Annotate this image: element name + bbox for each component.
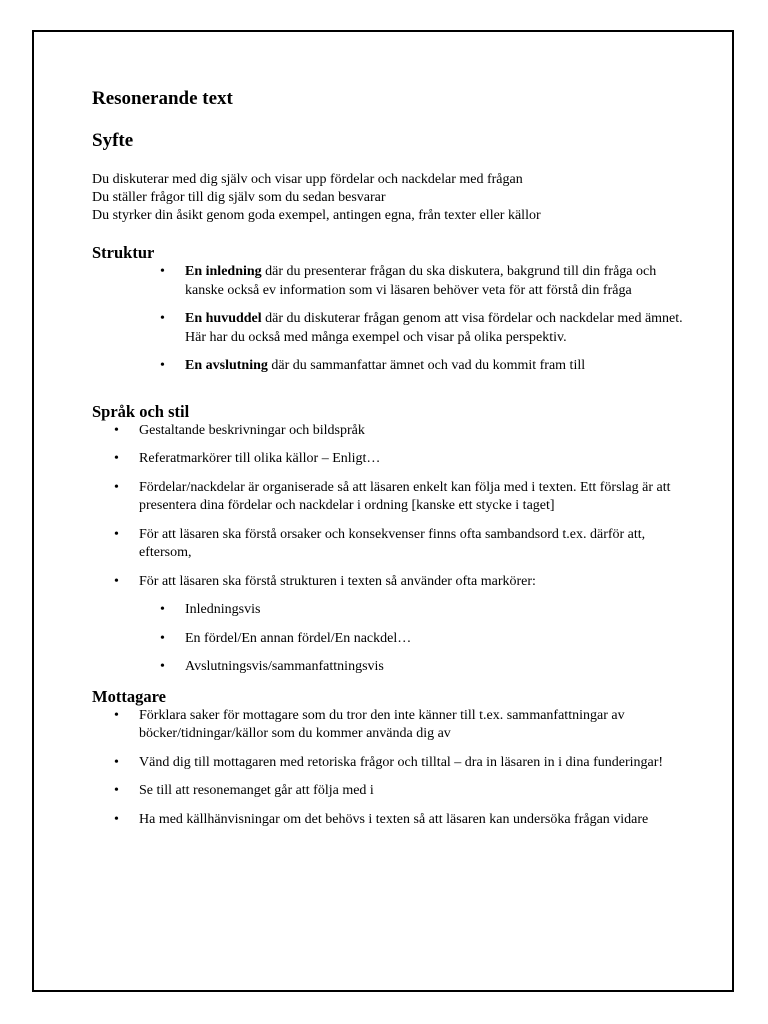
sprak-item-text: För att läsaren ska förstå orsaker och konsekvenser finns ofta sambandsord t.ex. därför att, eftersom, bbox=[139, 526, 646, 560]
bullet-icon: • bbox=[160, 358, 165, 373]
sprak-subitem-text: Avslutningsvis/sammanfattningsvis bbox=[185, 659, 384, 674]
list-item bbox=[92, 526, 692, 563]
struktur-list bbox=[92, 263, 692, 376]
bullet-icon: • bbox=[114, 526, 119, 542]
sprak-list bbox=[92, 422, 692, 592]
bullet-icon: • bbox=[114, 422, 119, 438]
heading-sprak-och-stil: Språk och stil bbox=[92, 401, 190, 421]
list-item bbox=[92, 782, 692, 801]
list-item bbox=[92, 573, 692, 592]
bullet-icon: • bbox=[114, 573, 119, 589]
syfte-line: Du styrker din åsikt genom goda exempel, antingen egna, från texter eller källor bbox=[92, 208, 541, 223]
sprak-subitem-text: Inledningsvis bbox=[185, 602, 261, 617]
list-item bbox=[92, 357, 692, 376]
list-item bbox=[92, 811, 692, 830]
document-content bbox=[92, 87, 692, 839]
bullet-icon: • bbox=[160, 659, 165, 674]
struktur-item-bold: En inledning bbox=[185, 264, 262, 279]
list-item bbox=[92, 310, 692, 347]
list-item bbox=[92, 422, 692, 441]
list-item bbox=[92, 707, 692, 744]
sprak-item-text: Gestaltande beskrivningar och bildspråk bbox=[139, 422, 365, 438]
mottagare-item-text: Förklara saker för mottagare som du tror den inte känner till t.ex. sammanfattningar av böcker/tidningar/källor som du kommer använda dig av bbox=[139, 707, 625, 741]
bullet-icon: • bbox=[160, 602, 165, 617]
list-item bbox=[92, 658, 692, 677]
mottagare-item-text: Ha med källhänvisningar om det behövs i texten så att läsaren kan undersöka frågan vidare bbox=[139, 811, 649, 827]
mottagare-list bbox=[92, 707, 692, 830]
bullet-icon: • bbox=[114, 754, 119, 770]
syfte-line: Du ställer frågor till dig själv som du sedan besvarar bbox=[92, 190, 386, 205]
mottagare-item-text: Se till att resonemanget går att följa med i bbox=[139, 783, 374, 798]
bullet-icon: • bbox=[114, 811, 119, 827]
bullet-icon: • bbox=[114, 451, 119, 466]
list-item bbox=[92, 263, 692, 300]
list-item bbox=[92, 450, 692, 469]
struktur-item-bold: En huvuddel bbox=[185, 311, 262, 326]
mottagare-item-text: Vänd dig till mottagaren med retoriska frågor och tilltal – dra in läsaren in i dina funderingar! bbox=[139, 754, 664, 770]
sprak-subitem-text: En fördel/En annan fördel/En nackdel… bbox=[185, 630, 412, 646]
bullet-icon: • bbox=[160, 264, 165, 279]
list-item bbox=[92, 601, 692, 620]
struktur-item-text: där du sammanfattar ämnet och vad du kommit fram till bbox=[267, 358, 586, 373]
heading-syfte: Syfte bbox=[92, 130, 134, 151]
document-page bbox=[32, 30, 734, 992]
struktur-item-text: där du presenterar frågan du ska diskutera, bakgrund till din fråga och kanske också ev information som vi läsaren behöver veta för att förstå din fråga bbox=[185, 264, 657, 298]
bullet-icon: • bbox=[160, 311, 165, 326]
syfte-lines bbox=[92, 171, 692, 225]
struktur-item-text: där du diskuterar frågan genom att visa fördelar och nackdelar med ämnet. Här har du också med många exempel och visar på olika perspektiv. bbox=[185, 311, 683, 345]
list-item bbox=[92, 479, 692, 516]
sprak-item-text: Fördelar/nackdelar är organiserade så att läsaren enkelt kan följa med i texten. Ett förslag är att presentera dina fördelar och nackdelar i ordning [kanske ett stycke i taget] bbox=[139, 479, 671, 513]
syfte-line: Du diskuterar med dig själv och visar upp fördelar och nackdelar med frågan bbox=[92, 172, 523, 187]
bullet-icon: • bbox=[160, 630, 165, 646]
heading-struktur: Struktur bbox=[92, 243, 155, 262]
sprak-item-text: För att läsaren ska förstå strukturen i texten så använder ofta markörer: bbox=[139, 573, 536, 589]
bullet-icon: • bbox=[114, 707, 119, 723]
list-item bbox=[92, 754, 692, 773]
struktur-item-bold: En avslutning bbox=[185, 358, 268, 373]
sprak-item-text: Referatmarkörer till olika källor – Enligt… bbox=[139, 451, 381, 466]
bullet-icon: • bbox=[114, 479, 119, 495]
list-item bbox=[92, 630, 692, 649]
heading-mottagare: Mottagare bbox=[92, 686, 166, 706]
sprak-sublist bbox=[92, 601, 692, 677]
bullet-icon: • bbox=[114, 783, 119, 798]
document-title: Resonerande text bbox=[92, 88, 233, 109]
